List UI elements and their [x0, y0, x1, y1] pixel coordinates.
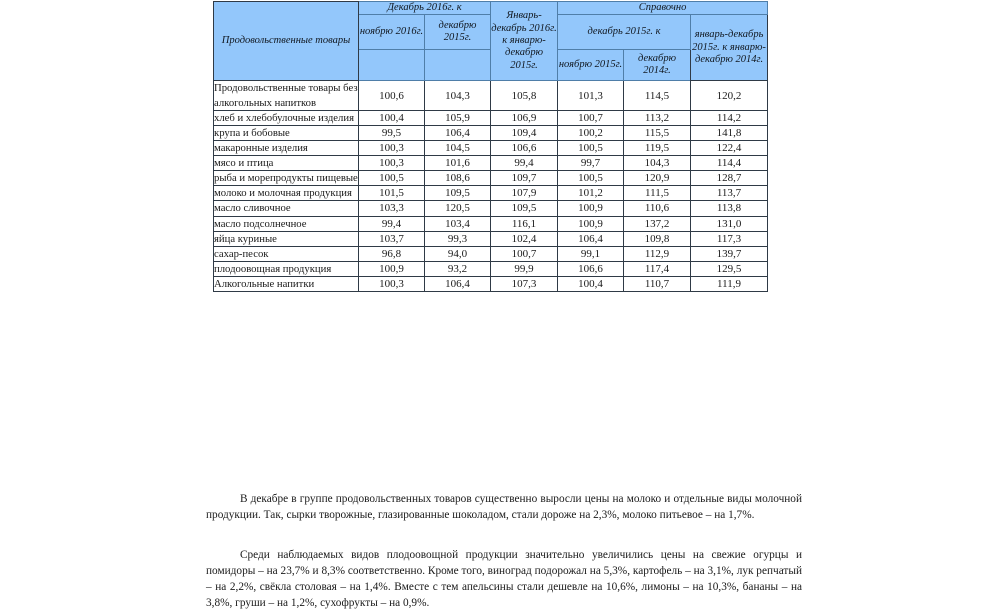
row-label: макаронные изделия [214, 140, 359, 155]
table-row [214, 125, 768, 140]
table-header [214, 2, 768, 81]
row-value: 99,7 [558, 156, 624, 171]
row-value: 107,3 [491, 277, 558, 292]
table-row [214, 156, 768, 171]
row-value: 100,3 [359, 156, 425, 171]
row-value: 105,9 [425, 110, 491, 125]
row-value: 100,9 [558, 216, 624, 231]
table-row [214, 246, 768, 261]
row-label: рыба и морепродукты пищевые [214, 172, 358, 185]
row-label: хлеб и хлебобулочные изделия [214, 110, 359, 125]
header-group-dec2015: декабрь 2015г. к [558, 15, 691, 50]
row-value: 109,7 [491, 171, 558, 186]
row-value: 101,3 [558, 81, 624, 110]
table-row [214, 110, 768, 125]
table-row [214, 81, 768, 110]
row-value: 110,6 [624, 201, 691, 216]
row-value: 100,9 [558, 201, 624, 216]
row-label: яйца куриные [214, 231, 359, 246]
row-value: 117,4 [624, 261, 691, 276]
row-value: 114,5 [624, 81, 691, 110]
row-label: Алкогольные напитки [214, 277, 359, 292]
table-row [214, 171, 768, 186]
row-label: масло сливочное [214, 201, 359, 216]
row-value: 100,9 [359, 261, 425, 276]
row-value: 104,5 [425, 140, 491, 155]
row-value: 100,3 [359, 277, 425, 292]
row-label: молоко и молочная продукция [214, 186, 359, 201]
row-value: 96,8 [359, 246, 425, 261]
row-value: 99,4 [491, 156, 558, 171]
row-value: 115,5 [624, 125, 691, 140]
row-value: 104,3 [624, 156, 691, 171]
header-goods-column: Продовольственные товары [214, 2, 359, 81]
row-value: 106,4 [425, 125, 491, 140]
row-value: 128,7 [691, 171, 768, 186]
row-value: 103,4 [425, 216, 491, 231]
row-value: 109,4 [491, 125, 558, 140]
row-value: 100,6 [359, 81, 425, 110]
row-value: 100,5 [558, 140, 624, 155]
table-body [214, 81, 768, 292]
row-value: 111,5 [624, 186, 691, 201]
row-value: 120,9 [624, 171, 691, 186]
row-value: 101,6 [425, 156, 491, 171]
header-sub-nov2016: ноябрю 2016г. [359, 15, 425, 50]
row-value: 111,9 [691, 277, 768, 292]
row-value: 101,2 [558, 186, 624, 201]
row-label: крупа и бобовые [214, 125, 359, 140]
row-value: 120,2 [691, 81, 768, 110]
row-value: 113,2 [624, 110, 691, 125]
header-spacer-dec2015 [425, 50, 491, 81]
row-label: сахар-песок [214, 246, 359, 261]
row-value: 99,3 [425, 231, 491, 246]
row-value: 99,9 [491, 261, 558, 276]
row-value: 99,1 [558, 246, 624, 261]
header-col-jandec2015: январь-декабрь 2015г. к январю-декабрю 2014г. [691, 15, 768, 81]
row-value: 108,6 [425, 171, 491, 186]
row-value: 100,7 [558, 110, 624, 125]
table-row [214, 261, 768, 276]
row-value: 137,2 [624, 216, 691, 231]
row-value: 94,0 [425, 246, 491, 261]
consumer-price-index-table [213, 1, 768, 292]
row-value: 100,2 [558, 125, 624, 140]
row-value: 99,4 [359, 216, 425, 231]
table-row [214, 216, 768, 231]
row-value: 141,8 [691, 125, 768, 140]
row-value: 113,8 [691, 201, 768, 216]
row-value: 106,4 [425, 277, 491, 292]
table-row [214, 186, 768, 201]
row-value: 116,1 [491, 216, 558, 231]
row-value: 117,3 [691, 231, 768, 246]
row-value: 102,4 [491, 231, 558, 246]
row-value: 101,5 [359, 186, 425, 201]
row-value: 109,8 [624, 231, 691, 246]
row-value: 114,2 [691, 110, 768, 125]
row-value: 105,8 [491, 81, 558, 110]
row-value: 120,5 [425, 201, 491, 216]
row-value: 107,9 [491, 186, 558, 201]
row-value: 129,5 [691, 261, 768, 276]
row-value: 93,2 [425, 261, 491, 276]
row-value: 100,4 [359, 110, 425, 125]
header-group-reference: Справочно [558, 2, 768, 15]
row-value: 109,5 [425, 186, 491, 201]
row-value: 106,6 [491, 140, 558, 155]
row-value: 103,3 [359, 201, 425, 216]
header-sub-dec2014: декабрю 2014г. [624, 50, 691, 81]
row-value: 106,9 [491, 110, 558, 125]
row-value: 109,5 [491, 201, 558, 216]
row-value: 100,5 [359, 171, 425, 186]
table-row [214, 277, 768, 292]
row-label: Продовольственные товары без алкогольных напитков [214, 82, 358, 109]
row-value: 104,3 [425, 81, 491, 110]
header-sub-nov2015: ноябрю 2015г. [558, 50, 624, 81]
row-value: 100,5 [558, 171, 624, 186]
row-label: мясо и птица [214, 156, 359, 171]
header-col-jandec2016: Январь-декабрь 2016г. к январю-декабрю 2015г. [491, 2, 558, 81]
header-row-1 [214, 2, 768, 15]
row-value: 100,7 [491, 246, 558, 261]
row-label: масло подсолнечное [214, 216, 359, 231]
paragraph-produce-prices: Среди наблюдаемых видов плодоовощной продукции значительно увеличились цены на свежие огурцы и помидоры – на 23,7% и 8,3% соответственно. Кроме того, виноград подорожал на 5,3%, картофель – на 3,1%, лук репчатый – на 2,2%, свёкла столовая – на 1,4%. Вместе с тем апельсины стали дешевле на 10,6%, лимоны – на 10,3%, бананы – на 3,8%, груши – на 1,2%, сухофрукты – на 0,9%. [206, 549, 802, 610]
row-value: 106,6 [558, 261, 624, 276]
header-spacer-nov2016 [359, 50, 425, 81]
row-value: 106,4 [558, 231, 624, 246]
row-value: 122,4 [691, 140, 768, 155]
row-value: 103,7 [359, 231, 425, 246]
header-sub-dec2015: декабрю 2015г. [425, 15, 491, 50]
header-group-dec2016: Декабрь 2016г. к [359, 2, 491, 15]
row-label: плодоовощная продукция [214, 261, 359, 276]
row-value: 100,4 [558, 277, 624, 292]
row-value: 113,7 [691, 186, 768, 201]
row-value: 99,5 [359, 125, 425, 140]
row-value: 114,4 [691, 156, 768, 171]
table-row [214, 201, 768, 216]
row-value: 131,0 [691, 216, 768, 231]
row-value: 139,7 [691, 246, 768, 261]
row-value: 110,7 [624, 277, 691, 292]
table-row [214, 140, 768, 155]
paragraph-dairy-prices: В декабре в группе продовольственных товаров существенно выросли цены на молоко и отдельные виды молочной продукции. Так, сырки творожные, глазированные шоколадом, стали дороже на 2,3%, молоко питьевое – на 1,7%. [206, 493, 802, 522]
row-value: 112,9 [624, 246, 691, 261]
table-row [214, 231, 768, 246]
row-value: 100,3 [359, 140, 425, 155]
row-value: 119,5 [624, 140, 691, 155]
